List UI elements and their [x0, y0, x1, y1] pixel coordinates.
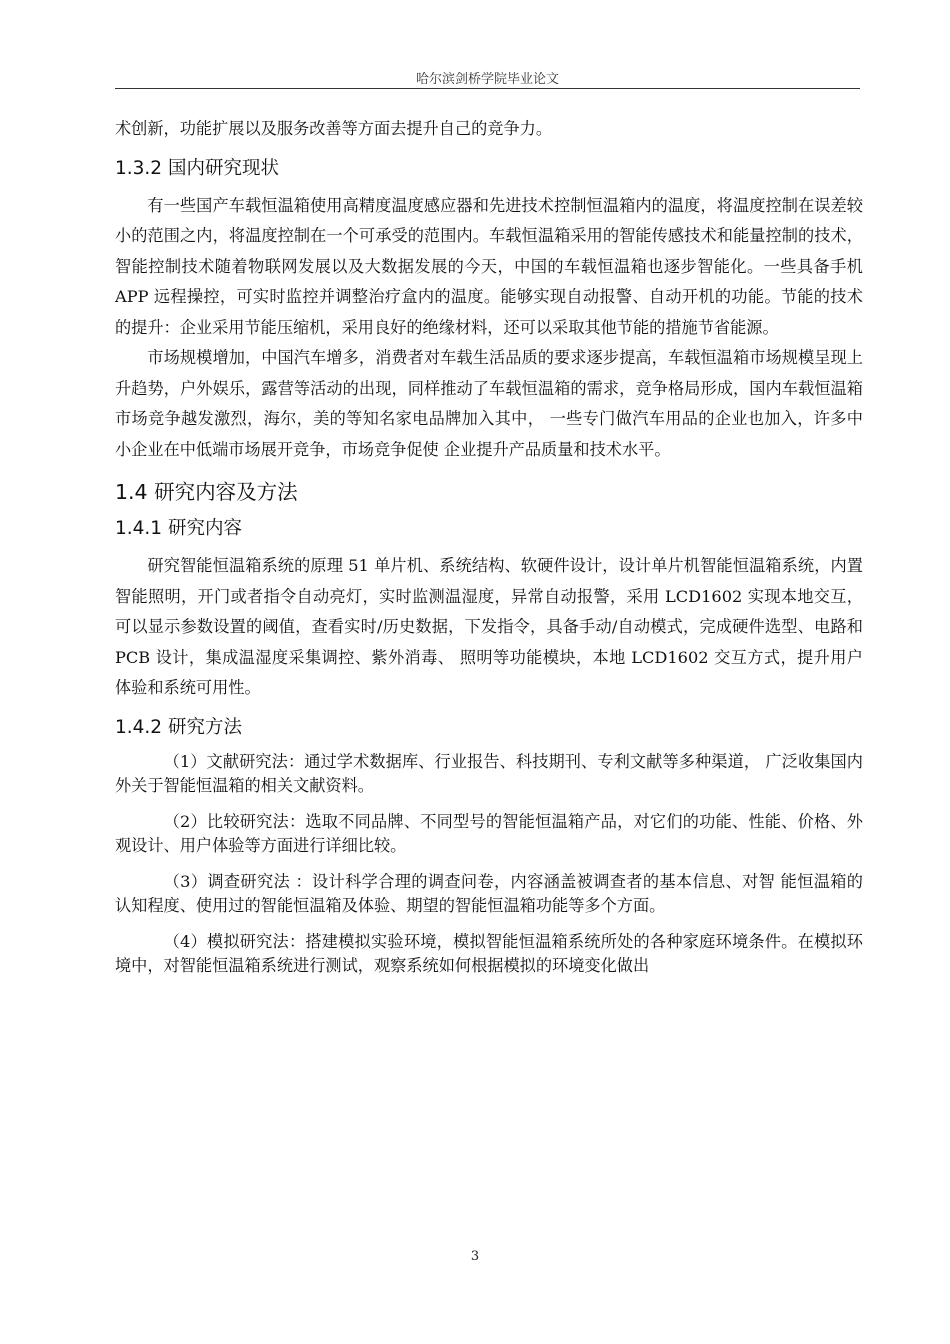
- heading-1-4-1: 1.4.1 研究内容: [115, 518, 242, 539]
- running-header: 哈尔滨剑桥学院毕业论文: [415, 72, 559, 87]
- heading-1-4-2: 1.4.2 研究方法: [115, 716, 242, 738]
- method-item-simulation: （4）模拟研究法：搭建模拟实验环境，模拟智能恒温箱系统所处的各种家庭环境条件。在模拟环境中，对智能恒温箱系统进行测试，观察系统如何根据模拟的环境变化做出: [115, 931, 863, 975]
- method-item-survey: （3）调查研究法 ：设计科学合理的调查问卷，内容涵盖被调查者的基本信息、对智 能恒温箱的认知程度、使用过的智能恒温箱及体验、期望的智能恒温箱功能等多个方面。: [115, 871, 863, 915]
- heading-1-3-2: 1.3.2 国内研究现状: [115, 157, 279, 179]
- page-body: [115, 114, 863, 990]
- page-number: 3: [470, 1249, 480, 1264]
- paragraph-research-content: 研究智能恒温箱系统的原理 51 单片机、系统结构、软硬件设计，设计单片机智能恒温箱系统，内置智能照明，开门或者指令自动亮灯，实时监测温湿度，异常自动报警，采用 LCD1602 实现本地交互，可以显示参数设置的阈值，查看实时/历史数据，下发指令，具备手动/自动模式，完成硬件选型、电路和 PCB 设计，集成温湿度采集调控、紫外消毒、 照明等功能模块，本地 LCD1602 交互方式，提升用户体验和系统可用性。: [115, 556, 863, 697]
- heading-1-4: 1.4 研究内容及方法: [115, 480, 298, 504]
- paragraph-domestic-research-1: 有一些国产车载恒温箱使用高精度温度感应器和先进技术控制恒温箱内的温度，将温度控制在误差较小的范围之内，将温度控制在一个可承受的范围内。车载恒温箱采用的智能传感技术和能量控制的技术，智能控制技术随着物联网发展以及大数据发展的今天，中国的车载恒温箱也逐步智能化。一些具备手机 APP 远程操控，可实时监控并调整治疗盒内的温度。能够实现自动报警、自动开机的功能。节能的技术的提升：企业采用节能压缩机，采用良好的绝缘材料，还可以采取其他节能的措施节省能源。: [115, 195, 863, 337]
- paragraph-domestic-research-2: 市场规模增加，中国汽车增多，消费者对车载生活品质的要求逐步提高，车载恒温箱市场规模呈现上升趋势，户外娱乐，露营等活动的出现，同样推动了车载恒温箱的需求，竞争格局形成，国内车载恒温箱市场竞争越发激烈，海尔，美的等知名家电品牌加入其中， 一些专门做汽车用品的企业也加入，许多中小企业在中低端市场展开竞争，市场竞争促使 企业提升产品质量和技术水平。: [115, 348, 863, 459]
- header-rule: [115, 88, 860, 89]
- paragraph-continued: 术创新，功能扩展以及服务改善等方面去提升自己的竞争力。: [115, 119, 553, 138]
- method-item-literature: （1）文献研究法：通过学术数据库、行业报告、科技期刊、专利文献等多种渠道， 广泛收集国内外关于智能恒温箱的相关文献资料。: [115, 751, 863, 795]
- method-item-comparison: （2）比较研究法：选取不同品牌、不同型号的智能恒温箱产品，对它们的功能、性能、价格、外观设计、用户体验等方面进行详细比较。: [115, 811, 863, 855]
